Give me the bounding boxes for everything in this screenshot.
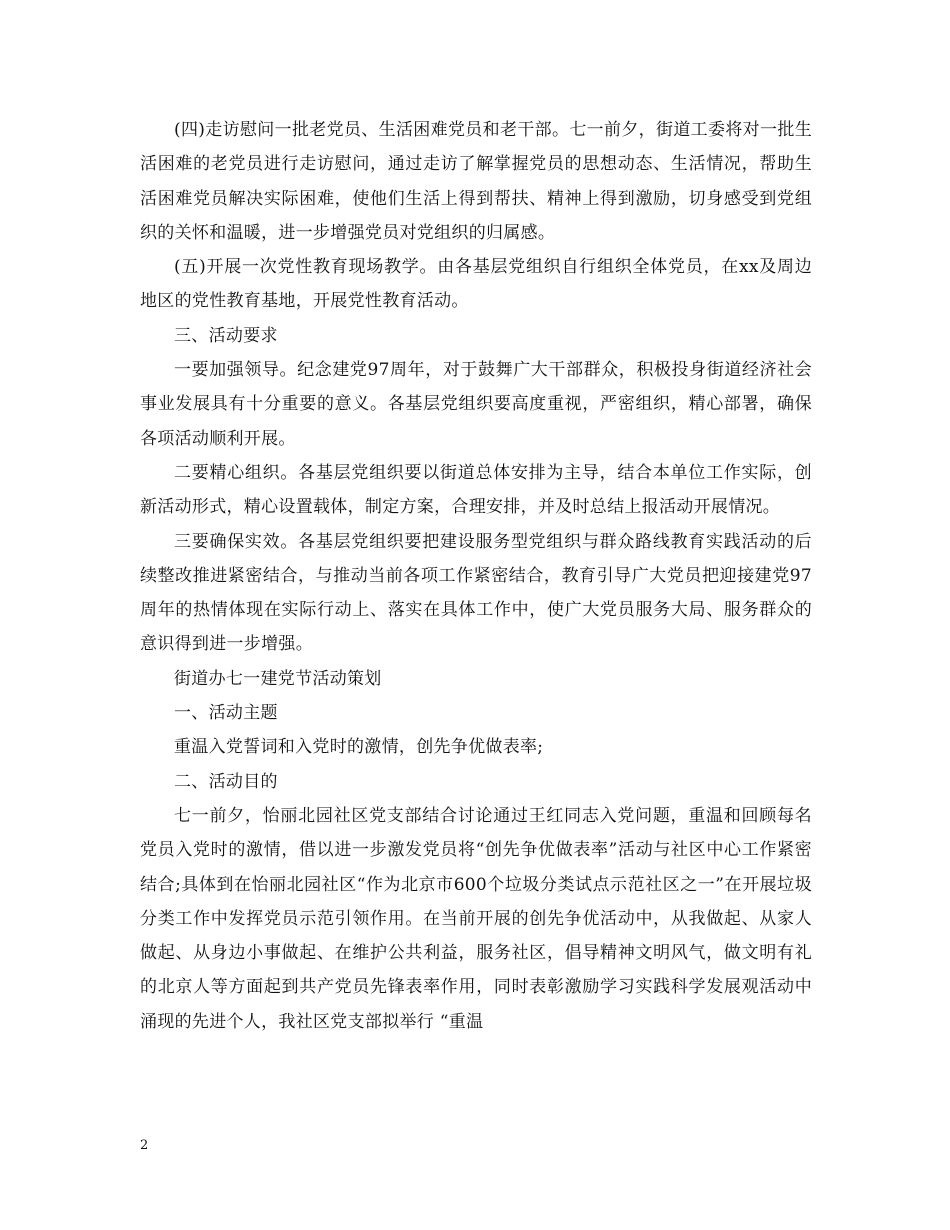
paragraph-party-education: (五)开展一次党性教育现场教学。由各基层党组织自行组织全体党员，在xx及周边地区的党性教育基地，开展党性教育活动。 [140, 257, 812, 312]
paragraph-theme: 重温入党誓词和入党时的激情，创先争优做表率; [174, 737, 544, 758]
page-number: 2 [140, 1138, 149, 1153]
paragraph-careful-organization: 二要精心组织。各基层党组织要以街道总体安排为主导，结合本单位工作实际，创新活动形式，精心设置载体，制定方案，合理安排，并及时总结上报活动开展情况。 [140, 462, 812, 518]
paragraph-strengthen-leadership: 一要加强领导。纪念建党97周年，对于鼓舞广大干部群众，积极投身街道经济社会事业发展具有十分重要的意义。各基层党组织要高度重视，严密组织，精心部署，确保各项活动顺利开展。 [140, 360, 812, 449]
section-title-activity-plan: 街道办七一建党节活动策划 [174, 668, 382, 689]
paragraph-visit-old-members: (四)走访慰问一批老党员、生活困难党员和老干部。七一前夕，街道工委将对一批生活困难的老党员进行走访慰问，通过走访了解掌握党员的思想动态、生活情况，帮助生活困难党员解决实际困难，使他们生活上得到帮扶、精神上得到激励，切身感受到党组织的关怀和温暖，进一步增强党员对党组织的归属感。 [140, 120, 812, 243]
paragraph-purpose: 七一前夕，怡丽北园社区党支部结合讨论通过王红同志入党问题，重温和回顾每名党员入党时的激情，借以进一步激发党员将“创先争优做表率”活动与社区中心工作紧密结合;具体到在怡丽北园社区“作为北京市600个垃圾分类试点示范社区之一”在开展垃圾分类工作中发挥党员示范引领作用。在当前开展的创先争优活动中，从我做起、从家人做起、从身边小事做起、在维护公共利益，服务社区，倡导精神文明风气，做文明有礼的北京人等方面起到共产党员先锋表率作用，同时表彰激励学习实践科学发展观活动中涌现的先进个人，我社区党支部拟举行 “重温 [140, 805, 812, 1032]
heading-activity-theme: 一、活动主题 [174, 703, 278, 724]
body-text [140, 113, 812, 1039]
heading-activity-requirements: 三、活动要求 [174, 325, 278, 346]
paragraph-ensure-results: 三要确保实效。各基层党组织要把建设服务型党组织与群众路线教育实践活动的后续整改推进紧密结合，与推动当前各项工作紧密结合，教育引导广大党员把迎接建党97周年的热情体现在实际行动上、落实在具体工作中，使广大党员服务大局、服务群众的意识得到进一步增强。 [140, 531, 812, 655]
heading-activity-purpose: 二、活动目的 [174, 771, 278, 792]
